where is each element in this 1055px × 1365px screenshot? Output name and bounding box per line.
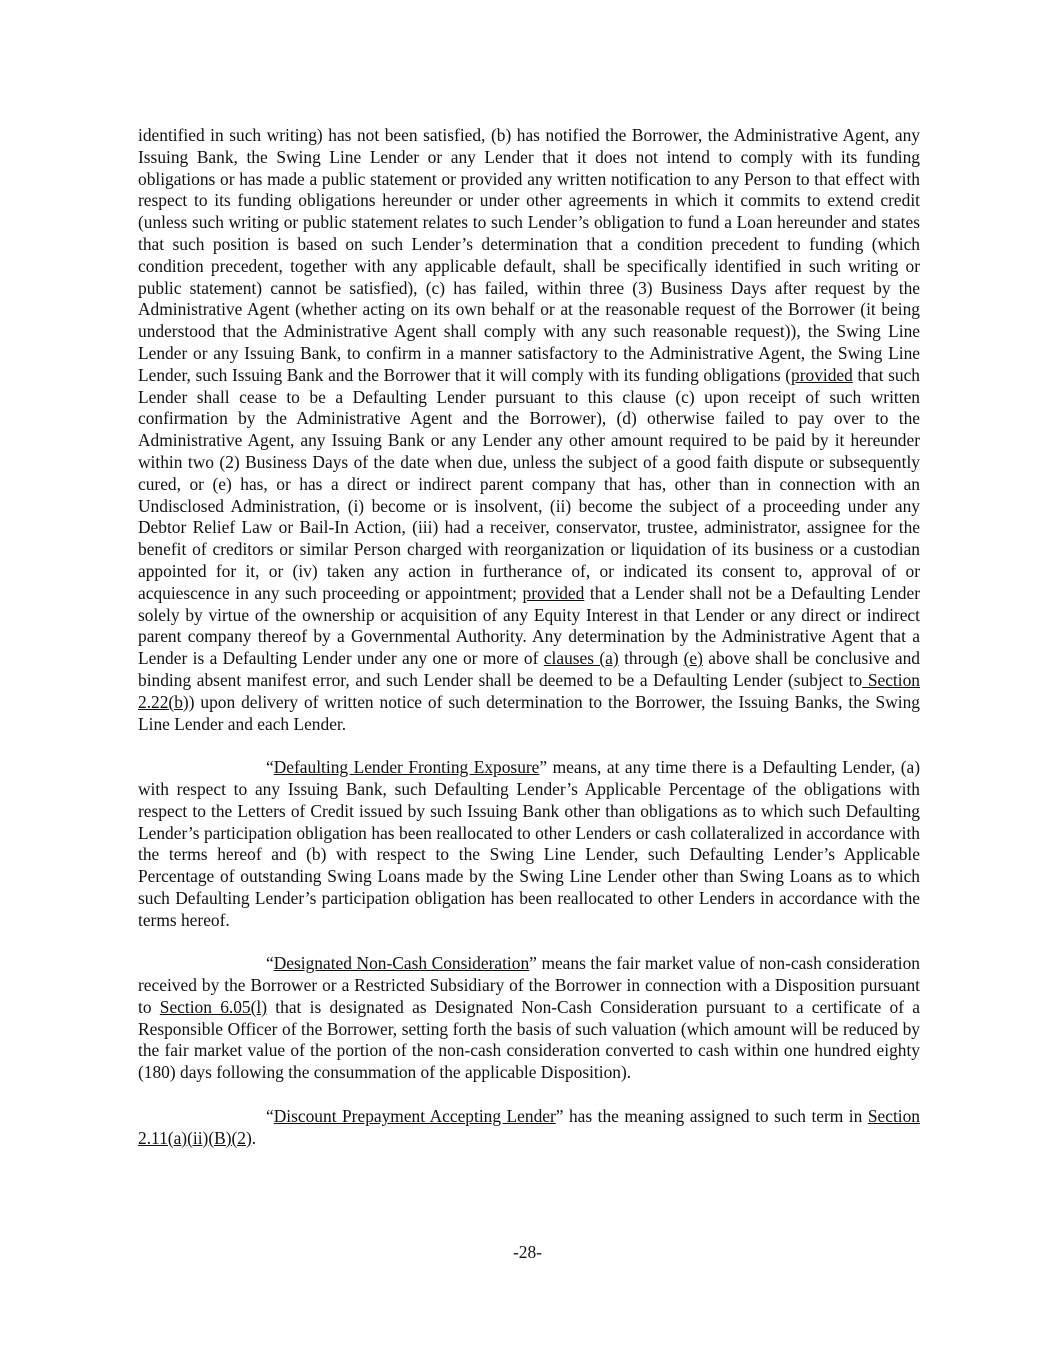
open-quote: “	[266, 1105, 274, 1126]
section-reference: Section 6.05(l)	[159, 996, 268, 1017]
open-quote: “	[266, 757, 274, 778]
defined-term: Defaulting Lender Fronting Exposure	[273, 757, 540, 778]
text-segment: that such Lender shall cease to be a Defaulting Lender pursuant to this clause (c) upon receipt of such written confirmation by the Administrative Agent and the Borrower), (d) otherwise failed to pay over to the Administrative Agent, any Issuing Bank or any Lender any other amount required to be paid by it hereunder within two (2) Business Days of the date when due, unless the subject of a good faith dispute or subsequently cured, or (e) has, or has a direct or indirect parent company that has, other than in connection with an Undisclosed Administration, (i) become or is insolvent, (ii) become the subject of a proceeding under any Debtor Relief Law or Bail-In Action, (iii) had a receiver, conservator, trustee, administrator, assignee for the benefit of creditors or similar Person charged with reorganization or liquidation of its business or a custodian appointed for it, or (iv) taken any action in furtherance of, or indicated its consent to, approval of or acquiescence in any such proceeding or appointment;	[138, 364, 920, 603]
definition-defaulting-lender-fronting-exposure	[138, 757, 920, 931]
section-reference: Section 2.22(b)	[138, 669, 920, 712]
underlined-proviso: provided	[522, 582, 585, 603]
definition-body: .	[251, 1127, 257, 1148]
defined-term: Designated Non-Cash Consideration	[273, 953, 530, 974]
clause-reference: clauses (a)	[543, 648, 619, 669]
open-quote: “	[266, 953, 274, 974]
definition-body: ” has the meaning assigned to such term in	[555, 1105, 868, 1126]
definition-body: ” means the fair market value of non-cash consideration received by the Borrower or a Restricted Subsidiary of the Borrower in connection with a Disposition pursuant to	[138, 953, 920, 1017]
text-segment: through	[618, 648, 684, 669]
underlined-proviso: provided	[791, 364, 853, 385]
definition-designated-non-cash-consideration	[138, 953, 920, 1084]
definition-body: ” means, at any time there is a Defaulting Lender, (a) with respect to any Issuing Bank, such Defaulting Lender’s Applicable Percentage of the obligations with respect to the Letters of Credit issued by such Issuing Bank other than obligations as to which such Defaulting Lender’s participation obligation has been reallocated to other Lenders or cash collateralized in accordance with the terms hereof and (b) with respect to the Swing Line Lender, such Defaulting Lender’s Applicable Percentage of outstanding Swing Loans made by the Swing Line Lender other than Swing Loans as to which such Defaulting Lender’s participation obligation has been reallocated to other Lenders in accordance with the terms hereof.	[138, 757, 920, 930]
text-segment: that a Lender shall not be a Defaulting Lender solely by virtue of the ownership or acquisition of any Equity Interest in that Lender or any direct or indirect parent company thereof by a Governmental Authority. Any determination by the Administrative Agent that a Lender is a Defaulting Lender under any one or more of	[138, 582, 920, 669]
defaulting-lender-continuation-paragraph	[138, 125, 920, 735]
clause-reference: (e)	[683, 648, 703, 669]
defined-term: Discount Prepayment Accepting Lender	[273, 1105, 556, 1126]
text-segment: above shall be conclusive and binding absent manifest error, and such Lender shall be deemed to be a Defaulting Lender (subject to	[138, 648, 921, 690]
section-reference: Section 2.11(a)(ii)(B)(2)	[138, 1105, 920, 1148]
definition-discount-prepayment-accepting-lender	[138, 1106, 920, 1150]
text-segment: identified in such writing) has not been satisfied, (b) has notified the Borrower, the Administrative Agent, any Issuing Bank, the Swing Line Lender or any Lender that it does not intend to comply with its funding obligations or has made a public statement or provided any written notification to any Person to that effect with respect to its funding obligations hereunder or under other agreements in which it commits to extend credit (unless such writing or public statement relates to such Lender’s obligation to fund a Loan hereunder and states that such position is based on such Lender’s determination that a condition precedent to funding (which condition precedent, together with any applicable default, shall be specifically identified in such writing or public statement) cannot be satisfied), (c) has failed, within three (3) Business Days after request by the Administrative Agent (whether acting on its own behalf or at the reasonable request of the Borrower (it being understood that the Administrative Agent shall comply with any such reasonable request)), the Swing Line Lender or any Issuing Bank, to confirm in a manner satisfactory to the Administrative Agent, the Swing Line Lender, such Issuing Bank and the Borrower that it will comply with its funding obligations (	[138, 125, 920, 385]
page-number: -28-	[513, 1242, 542, 1262]
text-segment: ) upon delivery of written notice of such determination to the Borrower, the Issuing Banks, the Swing Line Lender and each Lender.	[138, 691, 920, 734]
document-page	[138, 125, 920, 1171]
definition-body: that is designated as Designated Non-Cash Consideration pursuant to a certificate of a Responsible Officer of the Borrower, setting forth the basis of such valuation (which amount will be reduced by the fair market value of the portion of the non-cash consideration converted to cash within one hundred eighty (180) days following the consummation of the applicable Disposition).	[138, 996, 921, 1083]
